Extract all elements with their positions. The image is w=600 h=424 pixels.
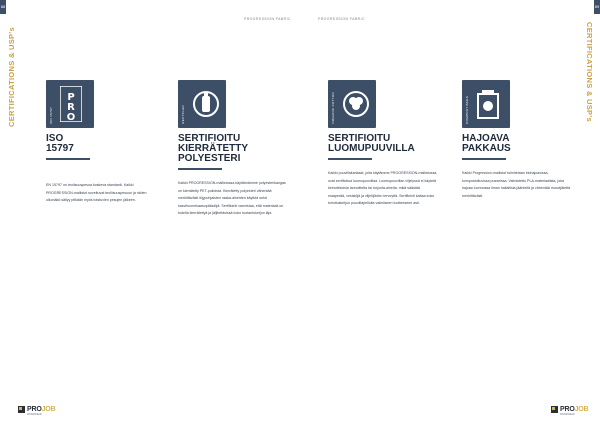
- side-section-label-left: CERTIFICATIONS & USP's: [7, 27, 16, 127]
- badge-text: RECYCLED: [181, 105, 185, 124]
- svg-text:P: P: [67, 92, 75, 103]
- badge-text: ISO 15797: [49, 106, 53, 124]
- column-body: Kaikki PROGRESSION-mallistossa käyttämämme polyesterikangas on kierrätetty PET-pulloista. Kierrätetty polyesteri vähentää merkittävästi öljypohjaisten raaka-aineiden käyttöä sekä kasvihuonekaasupäästöjä. Sertifiointi varmistaa, että materiaali on todella kierrätettyä ja jäljitettävissä koko tuotantoketjun läpi.: [178, 181, 286, 216]
- logo-tagline: WORKWEAR: [560, 413, 575, 416]
- logo-brand-a: PRO: [27, 406, 42, 413]
- logo-tagline: WORKWEAR: [27, 413, 42, 416]
- compost-bag-icon: [476, 86, 500, 122]
- badge-text: ORGANIC COTTON: [331, 92, 335, 124]
- column-title: SERTIFIOITU KIERRÄTETTY POLYESTERI: [178, 133, 248, 164]
- page-number-right: 89: [594, 4, 600, 9]
- projob-wordmark: [560, 406, 588, 413]
- projob-logo-left: [18, 406, 56, 416]
- compost-badge: [462, 80, 510, 128]
- column-body: EN 15797 on teolisuuspesua koskeva standardi. Kaikki PROGRESSION-mallistot soveltuvat teollisuuspesuun ja niiden ulkonäkö säilyy pitkään myös toistuvien pesujen jälkeen.: [46, 183, 147, 203]
- title-underline: [46, 158, 90, 160]
- header-label-right: PROGRESSION FABRIC: [318, 17, 365, 21]
- projob-logo-right: [551, 406, 589, 416]
- logo-brand-b: JOB: [41, 406, 56, 413]
- organic-badge: [328, 80, 376, 128]
- column-organic: [328, 80, 438, 208]
- title-underline: [328, 158, 372, 160]
- badge-text: COMPOST BAGS: [465, 96, 469, 124]
- recycled-badge: [178, 80, 226, 128]
- logo-brand-a: PRO: [560, 406, 575, 413]
- column-compost: [462, 80, 572, 200]
- header-label-left: PROGRESSION FABRIC: [244, 17, 291, 21]
- svg-text:R: R: [67, 102, 75, 113]
- pro-standard-icon: [60, 86, 82, 122]
- column-recycled: [178, 80, 288, 218]
- title-underline: [178, 168, 222, 170]
- page-number-tab-left: [0, 0, 6, 14]
- projob-logo-mark: [551, 406, 558, 413]
- column-body: Kaikki puuvillakankaat, joita käytämme PROGRESSION-mallistossa, ovat sertifioitua luomupuuvillaa. Luomupuuvillan viljelyssä ei käytetä keinotekoisia lannoitteita tai torjunta-aineita, mikä säästää maaperää, vesistöjä ja viljelijöiden terveyttä. Sertifiointi kattaa koko toimitusketjun puuvillapellolta valmiiseen tuotteeseen asti.: [328, 171, 438, 206]
- column-title: ISO 15797: [46, 133, 74, 154]
- column-title: HAJOAVA PAKKAUS: [462, 133, 511, 154]
- title-underline: [462, 158, 506, 160]
- column-iso: [46, 80, 156, 205]
- projob-wordmark: [27, 406, 55, 413]
- recycle-icon: [192, 86, 220, 122]
- svg-text:O: O: [66, 112, 76, 122]
- logo-brand-b: JOB: [574, 406, 589, 413]
- side-section-label-right: CERTIFICATIONS & USP's: [585, 22, 594, 122]
- projob-logo-mark: [18, 406, 25, 413]
- column-title: SERTIFIOITU LUOMUPUUVILLA: [328, 133, 415, 154]
- page-number-left: 88: [0, 4, 6, 9]
- cotton-icon: [342, 86, 370, 122]
- page-number-tab-right: [594, 0, 600, 14]
- iso-badge: [46, 80, 94, 128]
- column-body: Kaikki Progression-mallistot toimitetaan biohajoavissa, kompostoituvissa pusseissa. Valmistettu PLA-materiaalista, joka hajoaa luonnossa ilman haitallisia jäänteitä ja vähentää muovijätettä merkittävästi.: [462, 171, 571, 198]
